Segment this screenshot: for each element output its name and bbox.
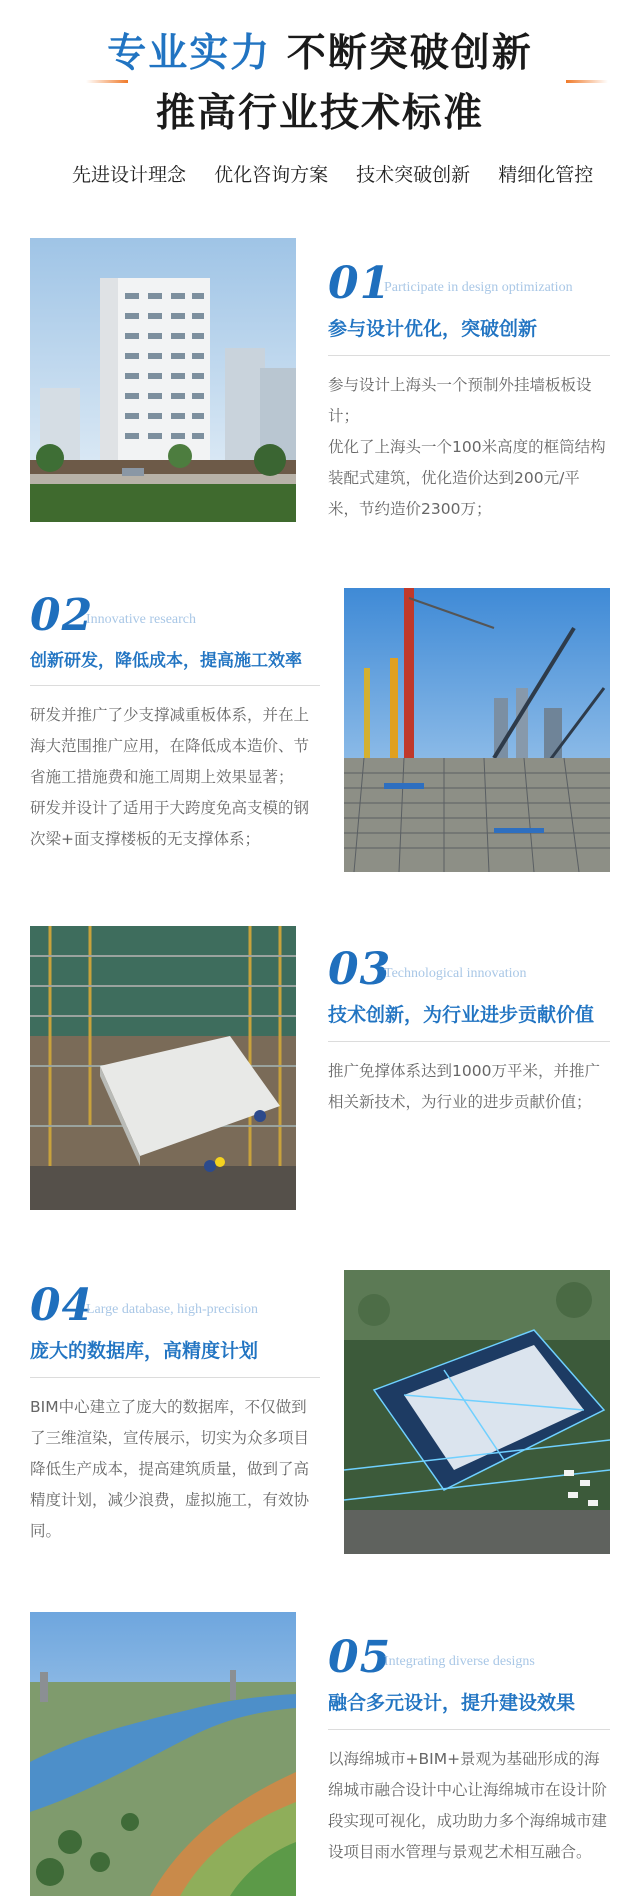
section-04 [0,1270,640,1560]
section-04-subtitle: 庞大的数据库，高精度计划 [30,1340,259,1362]
section-01-desc-1: 参与设计上海头一个预制外挂墙板板设计； [328,376,592,425]
section-03-subtitle: 技术创新，为行业进步贡献价值 [328,1004,595,1026]
section-05 [0,1612,640,1896]
section-04-image [344,1270,610,1554]
section-05-divider [328,1729,610,1730]
title-main: 不断突破创新 [286,31,533,76]
section-04-number: 04 [30,1280,94,1331]
tag-design-concept: 先进设计理念 [72,164,187,186]
tag-consulting: 优化咨询方案 [214,164,329,186]
section-04-english: Large database, high-precision [86,1302,258,1317]
section-01-desc-2: 优化了上海头一个100米高度的框筒结构装配式建筑，优化造价达到200元/平米，节约造价2300万； [328,438,606,518]
section-05-subtitle: 融合多元设计，提升建设效果 [328,1692,576,1714]
section-02-divider [30,685,320,686]
page-title-line2: 推高行业技术标准 [155,91,484,136]
section-03-description [328,1056,610,1118]
section-01-english: Participate in design optimization [384,280,573,295]
section-03-english: Technological innovation [384,966,527,981]
page-title-line1 [0,22,640,78]
title-highlight: 专业实力 [107,31,272,76]
section-01-subtitle: 参与设计优化，突破创新 [328,318,538,340]
section-02-desc-1: 研发并推广了少支撑减重板体系，并在上海大范围推广应用，在降低成本造价、节省施工措施费和施工周期上效果显著； [30,706,310,786]
section-02 [0,588,640,878]
section-02-number: 02 [30,590,94,641]
section-04-divider [30,1377,320,1378]
section-05-number: 05 [328,1632,392,1683]
section-02-english: Innovative research [86,612,196,627]
section-02-text [30,590,330,855]
section-02-description [30,700,320,855]
section-01 [0,238,640,528]
section-03 [0,926,640,1216]
section-02-subtitle: 创新研发，降低成本，提高施工效率 [30,651,302,671]
tag-innovation: 技术突破创新 [356,164,471,186]
section-04-desc-1: BIM中心建立了庞大的数据库，不仅做到了三维渲染，宣传展示，切实为众多项目降低生产成本，提高建筑质量，做到了高精度计划，减少浪费，虚拟施工，有效协同。 [30,1398,310,1540]
section-03-image [30,926,296,1210]
section-01-divider [328,355,610,356]
section-03-text [328,944,610,1118]
section-02-desc-2: 研发并设计了适用于大跨度免高支模的钢次梁+面支撑楼板的无支撑体系； [30,799,310,848]
section-04-text [30,1280,320,1547]
tag-fine-control: 精细化管控 [498,164,594,186]
feature-tags [72,160,640,187]
section-03-number: 03 [328,944,392,995]
section-04-description [30,1392,320,1547]
section-01-description [328,370,610,525]
section-05-image [30,1612,296,1896]
page-header [0,0,640,200]
section-01-number: 01 [328,258,392,309]
section-01-text [328,258,610,525]
section-01-image [30,238,296,522]
section-05-english: Integrating diverse designs [384,1654,535,1669]
section-05-description [328,1744,610,1868]
section-05-desc-1: 以海绵城市+BIM+景观为基础形成的海绵城市融合设计中心让海绵城市在设计阶段实现可视化，成功助力多个海绵城市建设项目雨水管理与景观艺术相互融合。 [328,1750,608,1861]
section-05-text [328,1632,610,1868]
section-02-image [344,588,610,872]
section-03-desc-1: 推广免撑体系达到1000万平米，并推广相关新技术，为行业的进步贡献价值； [328,1062,600,1111]
section-03-divider [328,1041,610,1042]
